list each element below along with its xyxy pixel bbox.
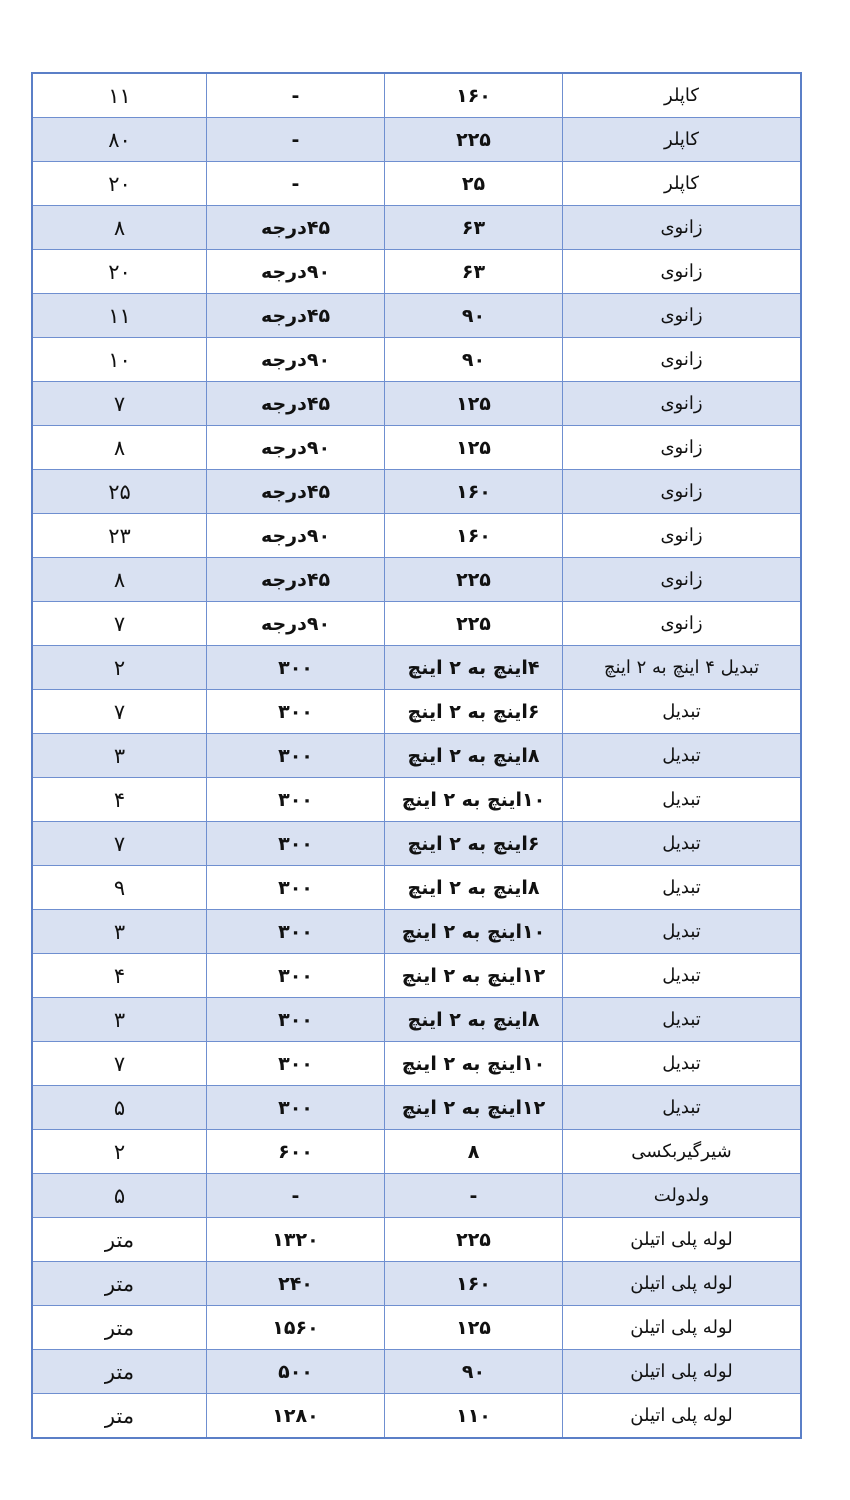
table-row	[32, 866, 801, 910]
size-cell: ۱۶۰	[385, 514, 563, 558]
table-row	[32, 1086, 801, 1130]
table-row	[32, 1130, 801, 1174]
size-cell: ۱۶۰	[385, 1262, 563, 1306]
size-cell: ۴اینچ به ۲ اینچ	[385, 646, 563, 690]
table-row	[32, 602, 801, 646]
item-name-cell: لوله پلی اتیلن	[563, 1394, 802, 1439]
spec-cell: ۹۰درجه	[207, 602, 385, 646]
parts-table-body	[32, 73, 801, 1438]
item-name-cell: تبدیل ۴ اینچ به ۲ اینچ	[563, 646, 802, 690]
item-name-cell: زانوی	[563, 470, 802, 514]
item-name-cell: تبدیل	[563, 822, 802, 866]
quantity-cell: ۵	[32, 1086, 207, 1130]
table-row	[32, 514, 801, 558]
spec-cell: ۲۴۰	[207, 1262, 385, 1306]
spec-cell: ۹۰درجه	[207, 338, 385, 382]
size-cell: ۸اینچ به ۲ اینچ	[385, 866, 563, 910]
quantity-cell: متر	[32, 1262, 207, 1306]
quantity-cell: ۷	[32, 382, 207, 426]
spec-cell: ۳۰۰	[207, 690, 385, 734]
item-name-cell: تبدیل	[563, 866, 802, 910]
quantity-cell: ۲۳	[32, 514, 207, 558]
quantity-cell: ۷	[32, 602, 207, 646]
quantity-cell: ۲۰	[32, 250, 207, 294]
quantity-cell: ۱۱	[32, 73, 207, 118]
item-name-cell: زانوی	[563, 602, 802, 646]
size-cell: ۱۰اینچ به ۲ اینچ	[385, 910, 563, 954]
quantity-cell: ۳	[32, 998, 207, 1042]
item-name-cell: لوله پلی اتیلن	[563, 1350, 802, 1394]
item-name-cell: کاپلر	[563, 73, 802, 118]
quantity-cell: ۹	[32, 866, 207, 910]
size-cell: ۲۲۵	[385, 602, 563, 646]
spec-cell: ۱۵۶۰	[207, 1306, 385, 1350]
table-row	[32, 162, 801, 206]
size-cell: ۲۲۵	[385, 558, 563, 602]
parts-table	[31, 72, 802, 1439]
quantity-cell: متر	[32, 1350, 207, 1394]
size-cell: ۶۳	[385, 206, 563, 250]
quantity-cell: ۲۰	[32, 162, 207, 206]
table-row	[32, 910, 801, 954]
table-row	[32, 822, 801, 866]
table-row	[32, 73, 801, 118]
quantity-cell: ۳	[32, 734, 207, 778]
size-cell: ۸اینچ به ۲ اینچ	[385, 734, 563, 778]
spec-cell: ۹۰درجه	[207, 250, 385, 294]
size-cell: ۶اینچ به ۲ اینچ	[385, 690, 563, 734]
size-cell: ۹۰	[385, 294, 563, 338]
spec-cell: ۴۵درجه	[207, 470, 385, 514]
spec-cell: ۹۰درجه	[207, 514, 385, 558]
item-name-cell: زانوی	[563, 426, 802, 470]
item-name-cell: زانوی	[563, 294, 802, 338]
size-cell: ۲۲۵	[385, 118, 563, 162]
item-name-cell: زانوی	[563, 206, 802, 250]
table-row	[32, 1042, 801, 1086]
spec-cell: -	[207, 162, 385, 206]
item-name-cell: تبدیل	[563, 1042, 802, 1086]
quantity-cell: ۷	[32, 690, 207, 734]
spec-cell: ۴۵درجه	[207, 558, 385, 602]
item-name-cell: زانوی	[563, 514, 802, 558]
quantity-cell: ۸	[32, 426, 207, 470]
item-name-cell: زانوی	[563, 250, 802, 294]
table-row	[32, 1262, 801, 1306]
size-cell: ۱۰اینچ به ۲ اینچ	[385, 1042, 563, 1086]
table-row	[32, 1174, 801, 1218]
size-cell: ۱۲اینچ به ۲ اینچ	[385, 954, 563, 998]
quantity-cell: ۷	[32, 1042, 207, 1086]
spec-cell: ۹۰درجه	[207, 426, 385, 470]
table-row	[32, 646, 801, 690]
quantity-cell: متر	[32, 1306, 207, 1350]
table-row	[32, 294, 801, 338]
size-cell: ۱۲۵	[385, 382, 563, 426]
item-name-cell: تبدیل	[563, 690, 802, 734]
spec-cell: ۴۵درجه	[207, 294, 385, 338]
item-name-cell: زانوی	[563, 382, 802, 426]
spec-cell: ۴۵درجه	[207, 206, 385, 250]
quantity-cell: ۲	[32, 646, 207, 690]
table-row	[32, 954, 801, 998]
table-row	[32, 734, 801, 778]
quantity-cell: ۸۰	[32, 118, 207, 162]
item-name-cell: تبدیل	[563, 1086, 802, 1130]
spec-cell: ۳۰۰	[207, 1042, 385, 1086]
spec-cell: ۳۰۰	[207, 998, 385, 1042]
size-cell: ۶۳	[385, 250, 563, 294]
item-name-cell: ولدولت	[563, 1174, 802, 1218]
table-row	[32, 1218, 801, 1262]
item-name-cell: زانوی	[563, 338, 802, 382]
item-name-cell: شیرگیربکسی	[563, 1130, 802, 1174]
size-cell: ۲۵	[385, 162, 563, 206]
quantity-cell: ۸	[32, 558, 207, 602]
quantity-cell: ۴	[32, 954, 207, 998]
quantity-cell: ۸	[32, 206, 207, 250]
quantity-cell: ۲۵	[32, 470, 207, 514]
quantity-cell: ۷	[32, 822, 207, 866]
table-row	[32, 1350, 801, 1394]
spec-cell: ۶۰۰	[207, 1130, 385, 1174]
quantity-cell: ۱۰	[32, 338, 207, 382]
item-name-cell: کاپلر	[563, 162, 802, 206]
spec-cell: ۳۰۰	[207, 1086, 385, 1130]
item-name-cell: تبدیل	[563, 998, 802, 1042]
table-row	[32, 690, 801, 734]
size-cell: ۸	[385, 1130, 563, 1174]
spec-cell: ۳۰۰	[207, 866, 385, 910]
quantity-cell: ۵	[32, 1174, 207, 1218]
quantity-cell: ۳	[32, 910, 207, 954]
table-row	[32, 118, 801, 162]
spec-cell: ۱۲۸۰	[207, 1394, 385, 1439]
size-cell: -	[385, 1174, 563, 1218]
table-row	[32, 206, 801, 250]
spec-cell: ۳۰۰	[207, 646, 385, 690]
spec-cell: ۳۰۰	[207, 778, 385, 822]
spec-cell: ۳۰۰	[207, 734, 385, 778]
quantity-cell: ۱۱	[32, 294, 207, 338]
spec-cell: ۳۰۰	[207, 954, 385, 998]
quantity-cell: ۲	[32, 1130, 207, 1174]
spec-cell: ۳۰۰	[207, 910, 385, 954]
size-cell: ۸اینچ به ۲ اینچ	[385, 998, 563, 1042]
size-cell: ۱۲اینچ به ۲ اینچ	[385, 1086, 563, 1130]
table-row	[32, 1306, 801, 1350]
size-cell: ۱۶۰	[385, 470, 563, 514]
parts-table-container	[31, 72, 795, 1439]
table-row	[32, 998, 801, 1042]
size-cell: ۱۲۵	[385, 426, 563, 470]
size-cell: ۱۲۵	[385, 1306, 563, 1350]
item-name-cell: تبدیل	[563, 778, 802, 822]
table-row	[32, 558, 801, 602]
table-row	[32, 426, 801, 470]
item-name-cell: تبدیل	[563, 734, 802, 778]
table-row	[32, 778, 801, 822]
item-name-cell: تبدیل	[563, 954, 802, 998]
spec-cell: ۵۰۰	[207, 1350, 385, 1394]
table-row	[32, 338, 801, 382]
item-name-cell: تبدیل	[563, 910, 802, 954]
item-name-cell: لوله پلی اتیلن	[563, 1306, 802, 1350]
size-cell: ۱۶۰	[385, 73, 563, 118]
spec-cell: ۴۵درجه	[207, 382, 385, 426]
spec-cell: ۳۰۰	[207, 822, 385, 866]
item-name-cell: زانوی	[563, 558, 802, 602]
size-cell: ۶اینچ به ۲ اینچ	[385, 822, 563, 866]
table-row	[32, 470, 801, 514]
spec-cell: ۱۳۲۰	[207, 1218, 385, 1262]
spec-cell: -	[207, 118, 385, 162]
size-cell: ۱۰اینچ به ۲ اینچ	[385, 778, 563, 822]
spec-cell: -	[207, 1174, 385, 1218]
quantity-cell: متر	[32, 1394, 207, 1439]
size-cell: ۹۰	[385, 1350, 563, 1394]
size-cell: ۹۰	[385, 338, 563, 382]
item-name-cell: لوله پلی اتیلن	[563, 1262, 802, 1306]
quantity-cell: متر	[32, 1218, 207, 1262]
table-row	[32, 250, 801, 294]
size-cell: ۲۲۵	[385, 1218, 563, 1262]
item-name-cell: کاپلر	[563, 118, 802, 162]
table-row	[32, 1394, 801, 1439]
size-cell: ۱۱۰	[385, 1394, 563, 1439]
table-row	[32, 382, 801, 426]
spec-cell: -	[207, 73, 385, 118]
quantity-cell: ۴	[32, 778, 207, 822]
item-name-cell: لوله پلی اتیلن	[563, 1218, 802, 1262]
